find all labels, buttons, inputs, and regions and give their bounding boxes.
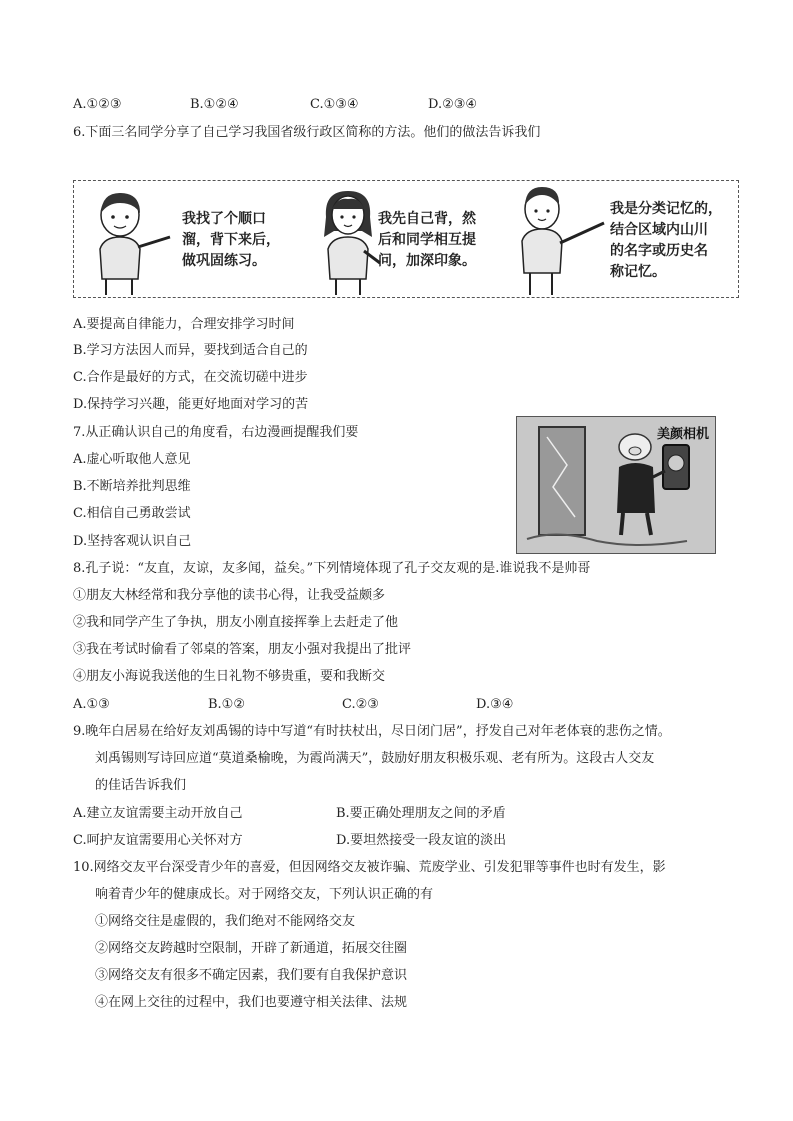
q10-stem-line-2: 响着青少年的健康成长。对于网络交友，下列认识正确的有 bbox=[95, 887, 434, 902]
bubble-2-line: 问，加深印象。 bbox=[378, 253, 476, 269]
q7-stem: 7.从正确认识自己的角度看，右边漫画提醒我们要 bbox=[73, 425, 359, 440]
q6-option-d: D.保持学习兴趣，能更好地面对学习的苦 bbox=[73, 397, 309, 412]
q5-option-a: A.①②③ bbox=[73, 97, 122, 112]
q8-stem: 8.孔子说：“友直，友谅，友多闻，益矣。”下列情境体现了孔子交友观的是.谁说我不是帅哥 bbox=[73, 561, 591, 576]
bubble-3-line: 的名字或历史名 bbox=[610, 243, 708, 259]
q5-option-b: B.①②④ bbox=[190, 97, 239, 112]
q8-item-4: ④朋友小海说我送他的生日礼物不够贵重，要和我断交 bbox=[73, 669, 386, 684]
bubble-3-line: 称记忆。 bbox=[610, 264, 666, 280]
q5-option-c: C.①③④ bbox=[310, 97, 359, 112]
bubble-2-line: 后和同学相互提 bbox=[378, 232, 476, 248]
q10-item-1: ①网络交往是虚假的，我们绝对不能网络交友 bbox=[95, 914, 356, 929]
q8-item-3: ③我在考试时偷看了邻桌的答案，朋友小强对我提出了批评 bbox=[73, 642, 412, 657]
q7-cartoon bbox=[516, 416, 716, 554]
q6-option-c: C.合作是最好的方式，在交流切磋中进步 bbox=[73, 370, 308, 385]
q8-option-a: A.①③ bbox=[73, 697, 110, 712]
q6-option-b: B.学习方法因人而异，要找到适合自己的 bbox=[73, 343, 308, 358]
q10-item-4: ④在网上交往的过程中，我们也要遵守相关法律、法规 bbox=[95, 995, 408, 1010]
bubble-3-line: 我是分类记忆的， bbox=[610, 201, 722, 217]
student-boy-figure bbox=[512, 183, 608, 297]
q8-option-b: B.①② bbox=[208, 697, 245, 712]
cartoon-label: 美颜相机 bbox=[656, 427, 709, 442]
bubble-2-line: 我先自己背，然 bbox=[378, 211, 476, 227]
q8-item-2: ②我和同学产生了争执，朋友小刚直接挥拳上去赶走了他 bbox=[73, 615, 399, 630]
q9-stem-line-3: 的佳话告诉我们 bbox=[95, 778, 187, 793]
bubble-1 bbox=[182, 209, 280, 272]
q7-option-a: A.虚心听取他人意见 bbox=[73, 452, 191, 467]
bubble-1-line: 做巩固练习。 bbox=[182, 253, 266, 269]
q6-illustration-panel bbox=[73, 180, 739, 298]
q8-option-c: C.②③ bbox=[342, 697, 379, 712]
q9-option-a: A.建立友谊需要主动开放自己 bbox=[73, 806, 243, 821]
student-girl-1-figure bbox=[82, 189, 174, 297]
bubble-2 bbox=[378, 209, 476, 272]
q6-option-a: A.要提高自律能力，合理安排学习时间 bbox=[73, 317, 295, 332]
bubble-1-line: 溜，背下来后， bbox=[182, 232, 280, 248]
q10-item-2: ②网络交友跨越时空限制，开辟了新通道，拓展交往圈 bbox=[95, 941, 408, 956]
q9-option-d: D.要坦然接受一段友谊的淡出 bbox=[336, 833, 507, 848]
q10-item-3: ③网络交友有很多不确定因素，我们要有自我保护意识 bbox=[95, 968, 408, 983]
q8-item-1: ①朋友大林经常和我分享他的读书心得，让我受益颇多 bbox=[73, 588, 386, 603]
q9-stem-line-2: 刘禹锡则写诗回应道“莫道桑榆晚，为霞尚满天”，鼓励好朋友积极乐观、老有所为。这段古人交友 bbox=[95, 751, 655, 766]
bubble-3-line: 结合区域内山川 bbox=[610, 222, 708, 238]
q9-option-c: C.呵护友谊需要用心关怀对方 bbox=[73, 833, 243, 848]
q7-option-b: B.不断培养批判思维 bbox=[73, 479, 191, 494]
bubble-1-line: 我找了个顺口 bbox=[182, 211, 266, 227]
q9-stem-line-1: 9.晚年白居易在给好友刘禹锡的诗中写道“有时扶杖出，尽日闭门居”，抒发自己对年老体衰的悲伤之情。 bbox=[73, 724, 671, 739]
bubble-3 bbox=[610, 199, 722, 283]
q6-stem: 6.下面三名同学分享了自己学习我国省级行政区简称的方法。他们的做法告诉我们 bbox=[73, 125, 541, 140]
q5-option-d: D.②③④ bbox=[428, 97, 478, 112]
q7-option-c: C.相信自己勇敢尝试 bbox=[73, 506, 191, 521]
q10-stem-line-1: 10.网络交友平台深受青少年的喜爱，但因网络交友被诈骗、荒废学业、引发犯罪等事件也时有发生，影 bbox=[73, 860, 666, 875]
q8-option-d: D.③④ bbox=[476, 697, 514, 712]
q7-option-d: D.坚持客观认识自己 bbox=[73, 534, 192, 549]
student-girl-2-figure bbox=[314, 187, 384, 297]
q9-option-b: B.要正确处理朋友之间的矛盾 bbox=[336, 806, 506, 821]
